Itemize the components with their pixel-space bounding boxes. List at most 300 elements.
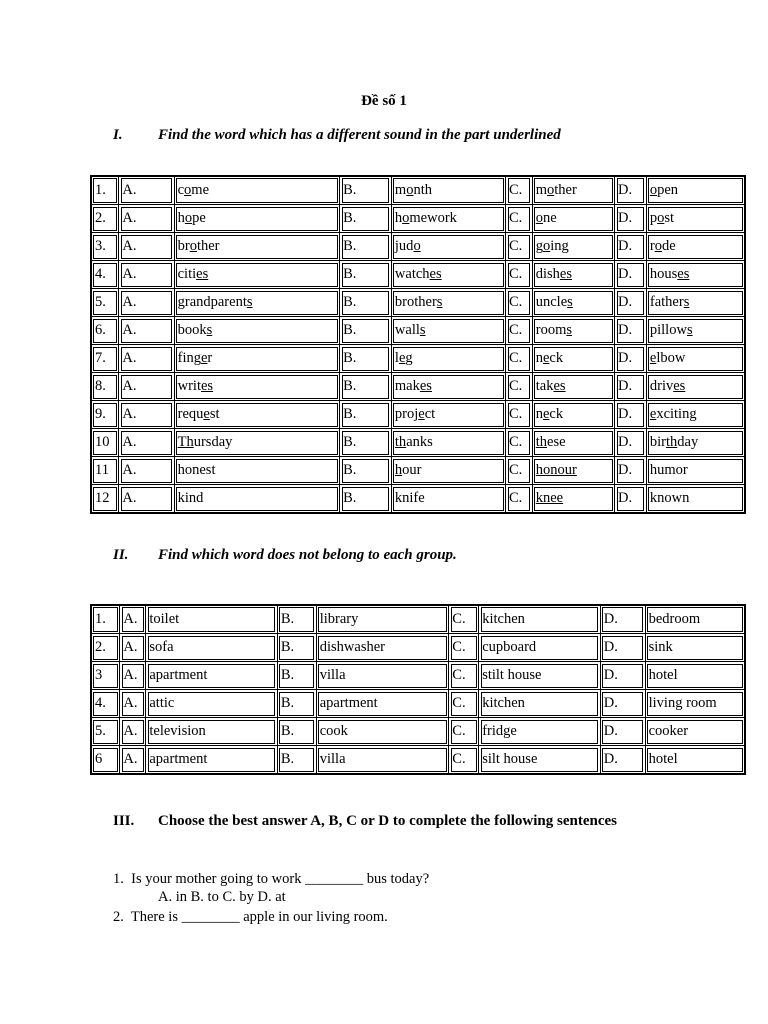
- item-number: 3: [91, 662, 120, 690]
- option-word: [174, 176, 340, 205]
- word-part: ther: [196, 238, 220, 254]
- word-part: kind: [177, 490, 204, 506]
- word-part: ct: [424, 406, 436, 422]
- option-letter: C.: [506, 485, 533, 514]
- odd-one-out-table: [90, 604, 746, 775]
- underlined-part: o: [657, 210, 665, 226]
- word-part: uncle: [535, 294, 568, 310]
- option-word: hotel: [645, 662, 745, 690]
- item-number: 2.: [91, 205, 119, 233]
- option-word: [646, 205, 745, 233]
- word-part: room: [535, 322, 567, 338]
- option-word: apartment: [146, 662, 278, 690]
- word-part: l: [394, 350, 399, 366]
- option-letter: C.: [506, 401, 533, 429]
- word-part: r: [649, 238, 655, 254]
- option-letter: B.: [340, 317, 392, 345]
- option-letter: A.: [119, 429, 174, 457]
- section-number: III.: [113, 813, 135, 829]
- option-word: cook: [316, 718, 449, 746]
- word-part: pe: [192, 210, 206, 226]
- underlined-part: s: [566, 322, 572, 338]
- option-letter: C.: [449, 662, 479, 690]
- option-word: [174, 401, 340, 429]
- option-word: [174, 317, 340, 345]
- option-word: [646, 457, 745, 485]
- underlined-part: es: [200, 378, 214, 394]
- option-word: [646, 485, 745, 514]
- underlined-part: o: [654, 238, 662, 254]
- option-word: [532, 176, 614, 205]
- section-number: II.: [113, 547, 129, 563]
- word-part: driv: [649, 378, 674, 394]
- option-word: kitchen: [479, 605, 601, 634]
- underlined-part: e: [649, 406, 657, 422]
- underlined-part: o: [413, 238, 421, 254]
- option-letter: B.: [340, 345, 392, 373]
- word-part: m: [394, 182, 407, 198]
- option-word: apartment: [316, 690, 449, 718]
- underlined-part: o: [189, 238, 197, 254]
- underlined-part: e: [542, 406, 550, 422]
- option-word: [646, 401, 745, 429]
- word-part: r: [207, 350, 213, 366]
- table-row: [91, 401, 745, 429]
- option-letter: B.: [340, 401, 392, 429]
- option-letter: D.: [615, 317, 647, 345]
- option-letter: C.: [449, 718, 479, 746]
- option-word: [391, 401, 505, 429]
- word-part: book: [177, 322, 207, 338]
- option-letter: A.: [119, 261, 174, 289]
- word-part: requ: [177, 406, 204, 422]
- underlined-part: s: [206, 322, 213, 338]
- option-letter: D.: [600, 746, 645, 775]
- option-word: [174, 429, 340, 457]
- item-number: 4.: [91, 690, 120, 718]
- word-part: p: [649, 210, 658, 226]
- option-letter: D.: [615, 233, 647, 261]
- option-letter: D.: [600, 605, 645, 634]
- option-letter: A.: [119, 373, 174, 401]
- item-number: 1.: [91, 176, 119, 205]
- underlined-part: s: [683, 294, 690, 310]
- option-word: [646, 317, 745, 345]
- underlined-part: o: [535, 210, 543, 226]
- underlined-part: o: [547, 182, 555, 198]
- question-1-options: A. in B. to C. by D. at: [158, 889, 286, 905]
- option-word: [174, 205, 340, 233]
- word-part: st: [664, 210, 675, 226]
- table-row: [91, 746, 745, 775]
- underlined-part: o: [406, 182, 414, 198]
- item-number: 7.: [91, 345, 119, 373]
- word-part: dish: [535, 266, 560, 282]
- underlined-part: es: [553, 378, 566, 394]
- underlined-part: o: [542, 238, 551, 254]
- option-letter: A.: [120, 634, 146, 662]
- question-text: Is your mother going to work ________ bus today?: [131, 871, 430, 887]
- word-part: ese: [547, 434, 566, 450]
- option-word: [532, 345, 614, 373]
- option-word: [174, 457, 340, 485]
- option-letter: A.: [119, 233, 174, 261]
- section-1-heading: [113, 127, 561, 144]
- option-word: [646, 373, 745, 401]
- option-word: [646, 429, 745, 457]
- option-word: [646, 233, 745, 261]
- word-part: h: [177, 210, 185, 226]
- underlined-part: e: [200, 350, 208, 366]
- word-part: n: [535, 350, 543, 366]
- underlined-part: honour: [535, 462, 577, 478]
- option-letter: D.: [600, 718, 645, 746]
- option-word: [646, 176, 745, 205]
- item-number: 8.: [91, 373, 119, 401]
- word-part: ursday: [193, 434, 233, 450]
- option-word: [174, 485, 340, 514]
- word-part: ck: [549, 350, 564, 366]
- option-letter: C.: [506, 317, 533, 345]
- table-row: [91, 718, 745, 746]
- word-part: fing: [177, 350, 201, 366]
- underlined-part: e: [649, 350, 657, 366]
- word-part: br: [177, 238, 190, 254]
- option-word: [391, 457, 505, 485]
- item-number: 5.: [91, 718, 120, 746]
- underlined-part: h: [394, 462, 403, 478]
- option-word: toilet: [146, 605, 278, 634]
- option-word: [532, 429, 614, 457]
- option-word: [391, 289, 505, 317]
- word-part: jud: [394, 238, 414, 254]
- option-word: cooker: [645, 718, 745, 746]
- option-word: [532, 289, 614, 317]
- underlined-part: Th: [177, 434, 194, 450]
- option-letter: A.: [119, 205, 174, 233]
- option-letter: B.: [340, 429, 392, 457]
- item-number: 12: [91, 485, 119, 514]
- option-word: fridge: [479, 718, 601, 746]
- option-letter: B.: [340, 289, 392, 317]
- option-word: [532, 401, 614, 429]
- word-part: pillow: [649, 322, 687, 338]
- option-word: [391, 205, 505, 233]
- option-letter: B.: [340, 373, 392, 401]
- table-row: [91, 662, 745, 690]
- option-letter: C.: [449, 690, 479, 718]
- option-word: kitchen: [479, 690, 601, 718]
- word-part: lbow: [656, 350, 686, 366]
- option-letter: D.: [615, 429, 647, 457]
- option-letter: A.: [119, 401, 174, 429]
- word-part: humor: [649, 462, 688, 478]
- option-letter: C.: [449, 746, 479, 775]
- option-letter: B.: [277, 605, 316, 634]
- word-part: me: [191, 182, 210, 198]
- question-number: 1.: [113, 871, 124, 887]
- word-part: nth: [413, 182, 432, 198]
- option-word: villa: [316, 662, 449, 690]
- word-part: xciting: [656, 406, 697, 422]
- option-letter: A.: [119, 345, 174, 373]
- word-part: ck: [549, 406, 564, 422]
- option-word: bedroom: [645, 605, 745, 634]
- option-word: [174, 345, 340, 373]
- option-word: [646, 261, 745, 289]
- table-row: [91, 289, 745, 317]
- word-part: g: [405, 350, 413, 366]
- section-text: Choose the best answer A, B, C or D to complete the following sentences: [158, 813, 617, 829]
- option-letter: C.: [506, 457, 533, 485]
- underlined-part: e: [418, 406, 425, 422]
- option-word: hotel: [645, 746, 745, 775]
- option-word: attic: [146, 690, 278, 718]
- option-letter: A.: [120, 605, 146, 634]
- option-word: television: [146, 718, 278, 746]
- option-word: [391, 485, 505, 514]
- section-3-heading: [113, 813, 617, 830]
- option-word: library: [316, 605, 449, 634]
- word-part: mak: [394, 378, 420, 394]
- word-part: mework: [409, 210, 457, 226]
- underlined-part: es: [419, 378, 432, 394]
- option-letter: A.: [120, 662, 146, 690]
- option-letter: D.: [615, 485, 647, 514]
- option-word: [174, 373, 340, 401]
- underlined-part: s: [419, 322, 426, 338]
- option-letter: C.: [506, 176, 533, 205]
- word-part: proj: [394, 406, 419, 422]
- option-letter: A.: [120, 690, 146, 718]
- word-part: knife: [394, 490, 425, 506]
- option-letter: B.: [340, 176, 392, 205]
- table-row: [91, 233, 745, 261]
- table-row: [91, 205, 745, 233]
- item-number: 10: [91, 429, 119, 457]
- option-letter: D.: [615, 261, 647, 289]
- question-2: [113, 909, 388, 926]
- option-word: [532, 233, 614, 261]
- option-word: villa: [316, 746, 449, 775]
- option-letter: A.: [119, 457, 174, 485]
- underlined-part: o: [184, 182, 192, 198]
- option-word: sink: [645, 634, 745, 662]
- item-number: 2.: [91, 634, 120, 662]
- word-part: ing: [550, 238, 569, 254]
- underlined-part: e: [203, 406, 210, 422]
- option-word: [391, 233, 505, 261]
- word-part: g: [535, 238, 543, 254]
- item-number: 11: [91, 457, 119, 485]
- table-row: [91, 485, 745, 514]
- underlined-part: o: [649, 182, 658, 198]
- table-row: [91, 176, 745, 205]
- option-word: [174, 233, 340, 261]
- word-part: tak: [535, 378, 554, 394]
- underlined-part: th: [665, 434, 678, 450]
- word-part: honest: [177, 462, 216, 478]
- page-title: Đề số 1: [361, 93, 407, 109]
- underlined-part: knee: [535, 490, 564, 506]
- table-row: [91, 690, 745, 718]
- item-number: 1.: [91, 605, 120, 634]
- item-number: 3.: [91, 233, 119, 261]
- option-letter: D.: [615, 457, 647, 485]
- underlined-part: s: [436, 294, 443, 310]
- option-letter: C.: [449, 605, 479, 634]
- word-part: grandparent: [177, 294, 247, 310]
- word-part: known: [649, 490, 690, 506]
- item-number: 5.: [91, 289, 119, 317]
- option-letter: A.: [119, 176, 174, 205]
- option-letter: A.: [119, 317, 174, 345]
- question-1: [113, 871, 429, 888]
- option-word: [391, 176, 505, 205]
- word-part: citi: [177, 266, 197, 282]
- option-letter: D.: [600, 662, 645, 690]
- option-word: [391, 261, 505, 289]
- option-word: apartment: [146, 746, 278, 775]
- option-letter: A.: [119, 485, 174, 514]
- underlined-part: th: [394, 434, 407, 450]
- option-letter: B.: [277, 690, 316, 718]
- underlined-part: es: [196, 266, 209, 282]
- table-row: [91, 605, 745, 634]
- table-row: [91, 457, 745, 485]
- option-word: [532, 205, 614, 233]
- option-word: [174, 261, 340, 289]
- option-letter: D.: [615, 205, 647, 233]
- word-part: m: [535, 182, 548, 198]
- underlined-part: s: [686, 322, 693, 338]
- option-letter: C.: [506, 289, 533, 317]
- option-word: living room: [645, 690, 745, 718]
- item-number: 9.: [91, 401, 119, 429]
- table-row: [91, 345, 745, 373]
- option-letter: A.: [119, 289, 174, 317]
- word-part: c: [177, 182, 185, 198]
- option-letter: D.: [615, 373, 647, 401]
- option-word: silt house: [479, 746, 601, 775]
- pronunciation-table: [90, 175, 746, 514]
- option-letter: C.: [506, 233, 533, 261]
- option-word: [391, 345, 505, 373]
- question-number: 2.: [113, 909, 124, 925]
- word-part: watch: [394, 266, 430, 282]
- underlined-part: s: [246, 294, 253, 310]
- item-number: 6.: [91, 317, 119, 345]
- option-letter: B.: [277, 718, 316, 746]
- table-row: [91, 634, 745, 662]
- option-word: [532, 261, 614, 289]
- word-part: wall: [394, 322, 420, 338]
- option-letter: D.: [615, 176, 647, 205]
- option-letter: C.: [506, 261, 533, 289]
- option-letter: D.: [600, 690, 645, 718]
- word-part: hous: [649, 266, 678, 282]
- underlined-part: o: [184, 210, 193, 226]
- underlined-part: es: [559, 266, 572, 282]
- option-letter: B.: [340, 261, 392, 289]
- underlined-part: es: [677, 266, 690, 282]
- option-word: [646, 289, 745, 317]
- option-letter: C.: [506, 429, 533, 457]
- option-letter: B.: [340, 205, 392, 233]
- question-text: There is ________ apple in our living room.: [130, 909, 388, 925]
- word-part: father: [649, 294, 684, 310]
- option-word: [532, 373, 614, 401]
- section-text: Find the word which has a different sound in the part underlined: [158, 127, 561, 143]
- option-word: [391, 429, 505, 457]
- word-part: st: [209, 406, 220, 422]
- option-word: [391, 317, 505, 345]
- option-letter: C.: [506, 345, 533, 373]
- option-letter: A.: [120, 746, 146, 775]
- word-part: pen: [657, 182, 679, 198]
- item-number: 4.: [91, 261, 119, 289]
- underlined-part: s: [567, 294, 573, 310]
- option-word: [532, 485, 614, 514]
- option-letter: D.: [615, 401, 647, 429]
- option-letter: B.: [340, 233, 392, 261]
- word-part: writ: [177, 378, 201, 394]
- section-2-heading: [113, 547, 457, 564]
- option-letter: B.: [340, 485, 392, 514]
- word-part: brother: [394, 294, 437, 310]
- word-part: anks: [406, 434, 433, 450]
- option-word: stilt house: [479, 662, 601, 690]
- option-word: dishwasher: [316, 634, 449, 662]
- option-word: sofa: [146, 634, 278, 662]
- word-part: ther: [554, 182, 577, 198]
- word-part: n: [535, 406, 543, 422]
- word-part: day: [677, 434, 699, 450]
- option-letter: D.: [615, 345, 647, 373]
- word-part: de: [661, 238, 676, 254]
- underlined-part: es: [429, 266, 442, 282]
- section-text: Find which word does not belong to each group.: [158, 547, 457, 563]
- word-part: h: [394, 210, 403, 226]
- word-part: ne: [542, 210, 557, 226]
- table-row: [91, 261, 745, 289]
- option-word: [646, 345, 745, 373]
- option-letter: B.: [277, 634, 316, 662]
- underlined-part: o: [402, 210, 410, 226]
- option-word: [532, 317, 614, 345]
- word-part: bir: [649, 434, 666, 450]
- table-row: [91, 429, 745, 457]
- option-letter: C.: [506, 373, 533, 401]
- underlined-part: e: [398, 350, 406, 366]
- underlined-part: e: [542, 350, 550, 366]
- option-word: [174, 289, 340, 317]
- table-row: [91, 373, 745, 401]
- option-letter: D.: [615, 289, 647, 317]
- option-letter: C.: [506, 205, 533, 233]
- word-part: our: [402, 462, 422, 478]
- option-word: cupboard: [479, 634, 601, 662]
- underlined-part: es: [673, 378, 686, 394]
- option-word: [532, 457, 614, 485]
- option-word: [391, 373, 505, 401]
- underlined-part: th: [535, 434, 548, 450]
- option-letter: A.: [120, 718, 146, 746]
- option-letter: B.: [340, 457, 392, 485]
- option-letter: B.: [277, 746, 316, 775]
- option-letter: C.: [449, 634, 479, 662]
- option-letter: D.: [600, 634, 645, 662]
